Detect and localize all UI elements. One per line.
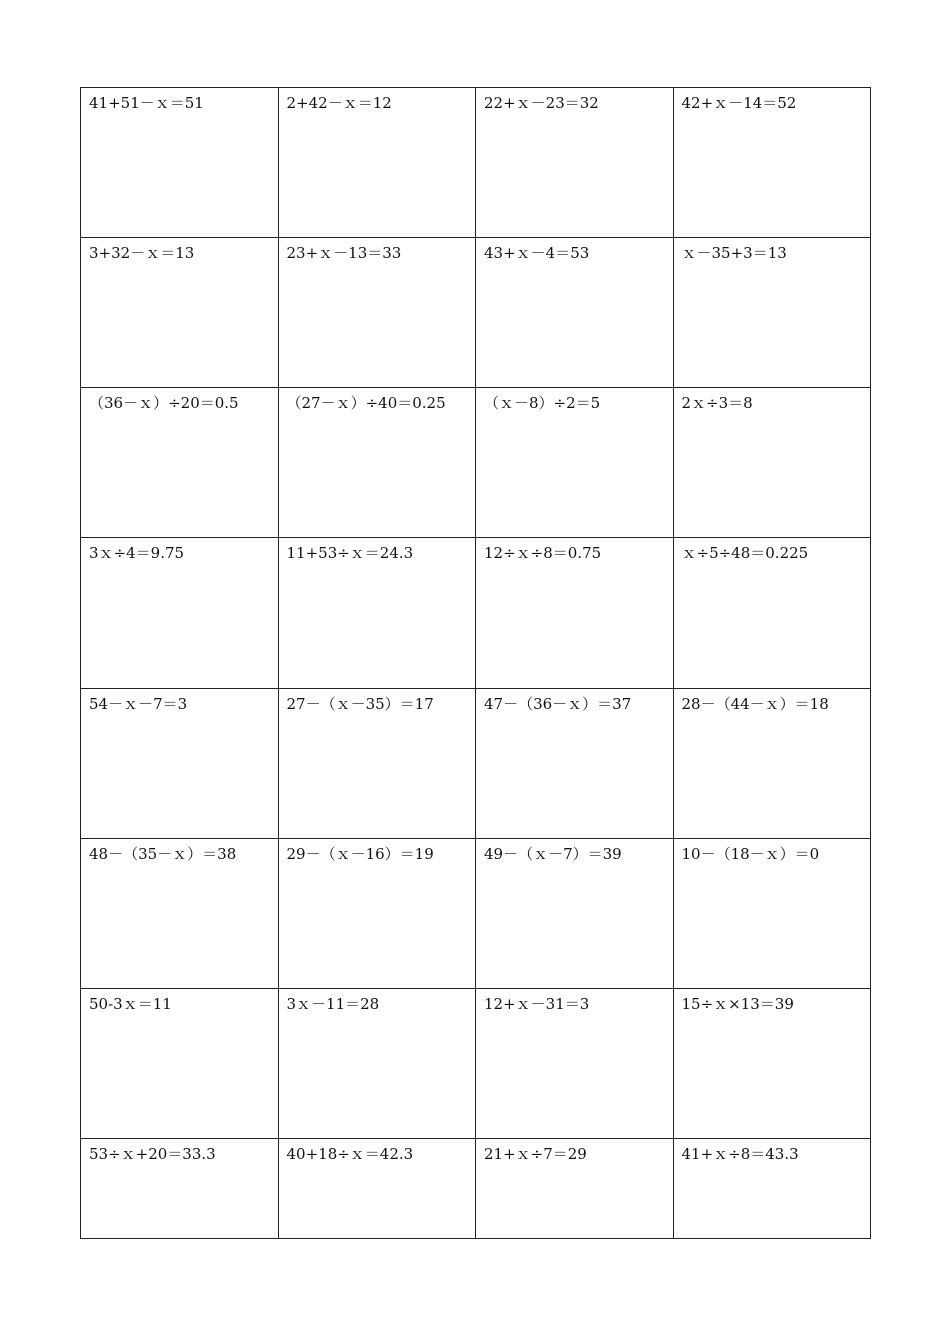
equation-cell: 40+18÷ｘ＝42.3: [278, 1138, 476, 1238]
equation-cell: 3+32－ｘ＝13: [81, 238, 279, 388]
equation-cell: 11+53÷ｘ＝24.3: [278, 538, 476, 688]
equation-cell: 22+ｘ－23＝32: [476, 88, 674, 238]
equation-cell: 2+42－ｘ＝12: [278, 88, 476, 238]
table-row: [81, 838, 871, 988]
equation-cell: 41+51－ｘ＝51: [81, 88, 279, 238]
equation-cell: 3ｘ－11＝28: [278, 988, 476, 1138]
equation-cell: ｘ÷5÷48＝0.225: [673, 538, 871, 688]
equation-cell: 54－ｘ－7＝3: [81, 688, 279, 838]
equation-cell: 49－（ｘ－7）＝39: [476, 838, 674, 988]
equation-cell: ｘ－35+3＝13: [673, 238, 871, 388]
equation-cell: 48－（35－ｘ）＝38: [81, 838, 279, 988]
equation-cell: （36－ｘ）÷20＝0.5: [81, 388, 279, 538]
equation-cell: （27－ｘ）÷40＝0.25: [278, 388, 476, 538]
equation-worksheet-table: [80, 87, 871, 1239]
table-row: [81, 238, 871, 388]
equation-cell: （ｘ－8）÷2＝5: [476, 388, 674, 538]
equation-cell: 50-3ｘ＝11: [81, 988, 279, 1138]
equation-cell: 12+ｘ－31＝3: [476, 988, 674, 1138]
equation-cell: 53÷ｘ+20＝33.3: [81, 1138, 279, 1238]
table-row: [81, 688, 871, 838]
equation-cell: 2ｘ÷3＝8: [673, 388, 871, 538]
equation-cell: 43+ｘ－4＝53: [476, 238, 674, 388]
equation-cell: 27－（ｘ－35）＝17: [278, 688, 476, 838]
equation-cell: 12÷ｘ÷8＝0.75: [476, 538, 674, 688]
equation-cell: 23+ｘ－13＝33: [278, 238, 476, 388]
equation-cell: 42+ｘ－14＝52: [673, 88, 871, 238]
table-row: [81, 388, 871, 538]
table-row: [81, 88, 871, 238]
equation-cell: 10－（18－ｘ）＝0: [673, 838, 871, 988]
table-row: [81, 538, 871, 688]
table-row: [81, 988, 871, 1138]
equation-cell: 3ｘ÷4＝9.75: [81, 538, 279, 688]
equation-cell: 29－（ｘ－16）＝19: [278, 838, 476, 988]
equation-cell: 28－（44－ｘ）＝18: [673, 688, 871, 838]
equation-cell: 21+ｘ÷7＝29: [476, 1138, 674, 1238]
equation-cell: 41+ｘ÷8＝43.3: [673, 1138, 871, 1238]
table-row: [81, 1138, 871, 1238]
equation-cell: 47－（36－ｘ）＝37: [476, 688, 674, 838]
equation-cell: 15÷ｘ×13＝39: [673, 988, 871, 1138]
